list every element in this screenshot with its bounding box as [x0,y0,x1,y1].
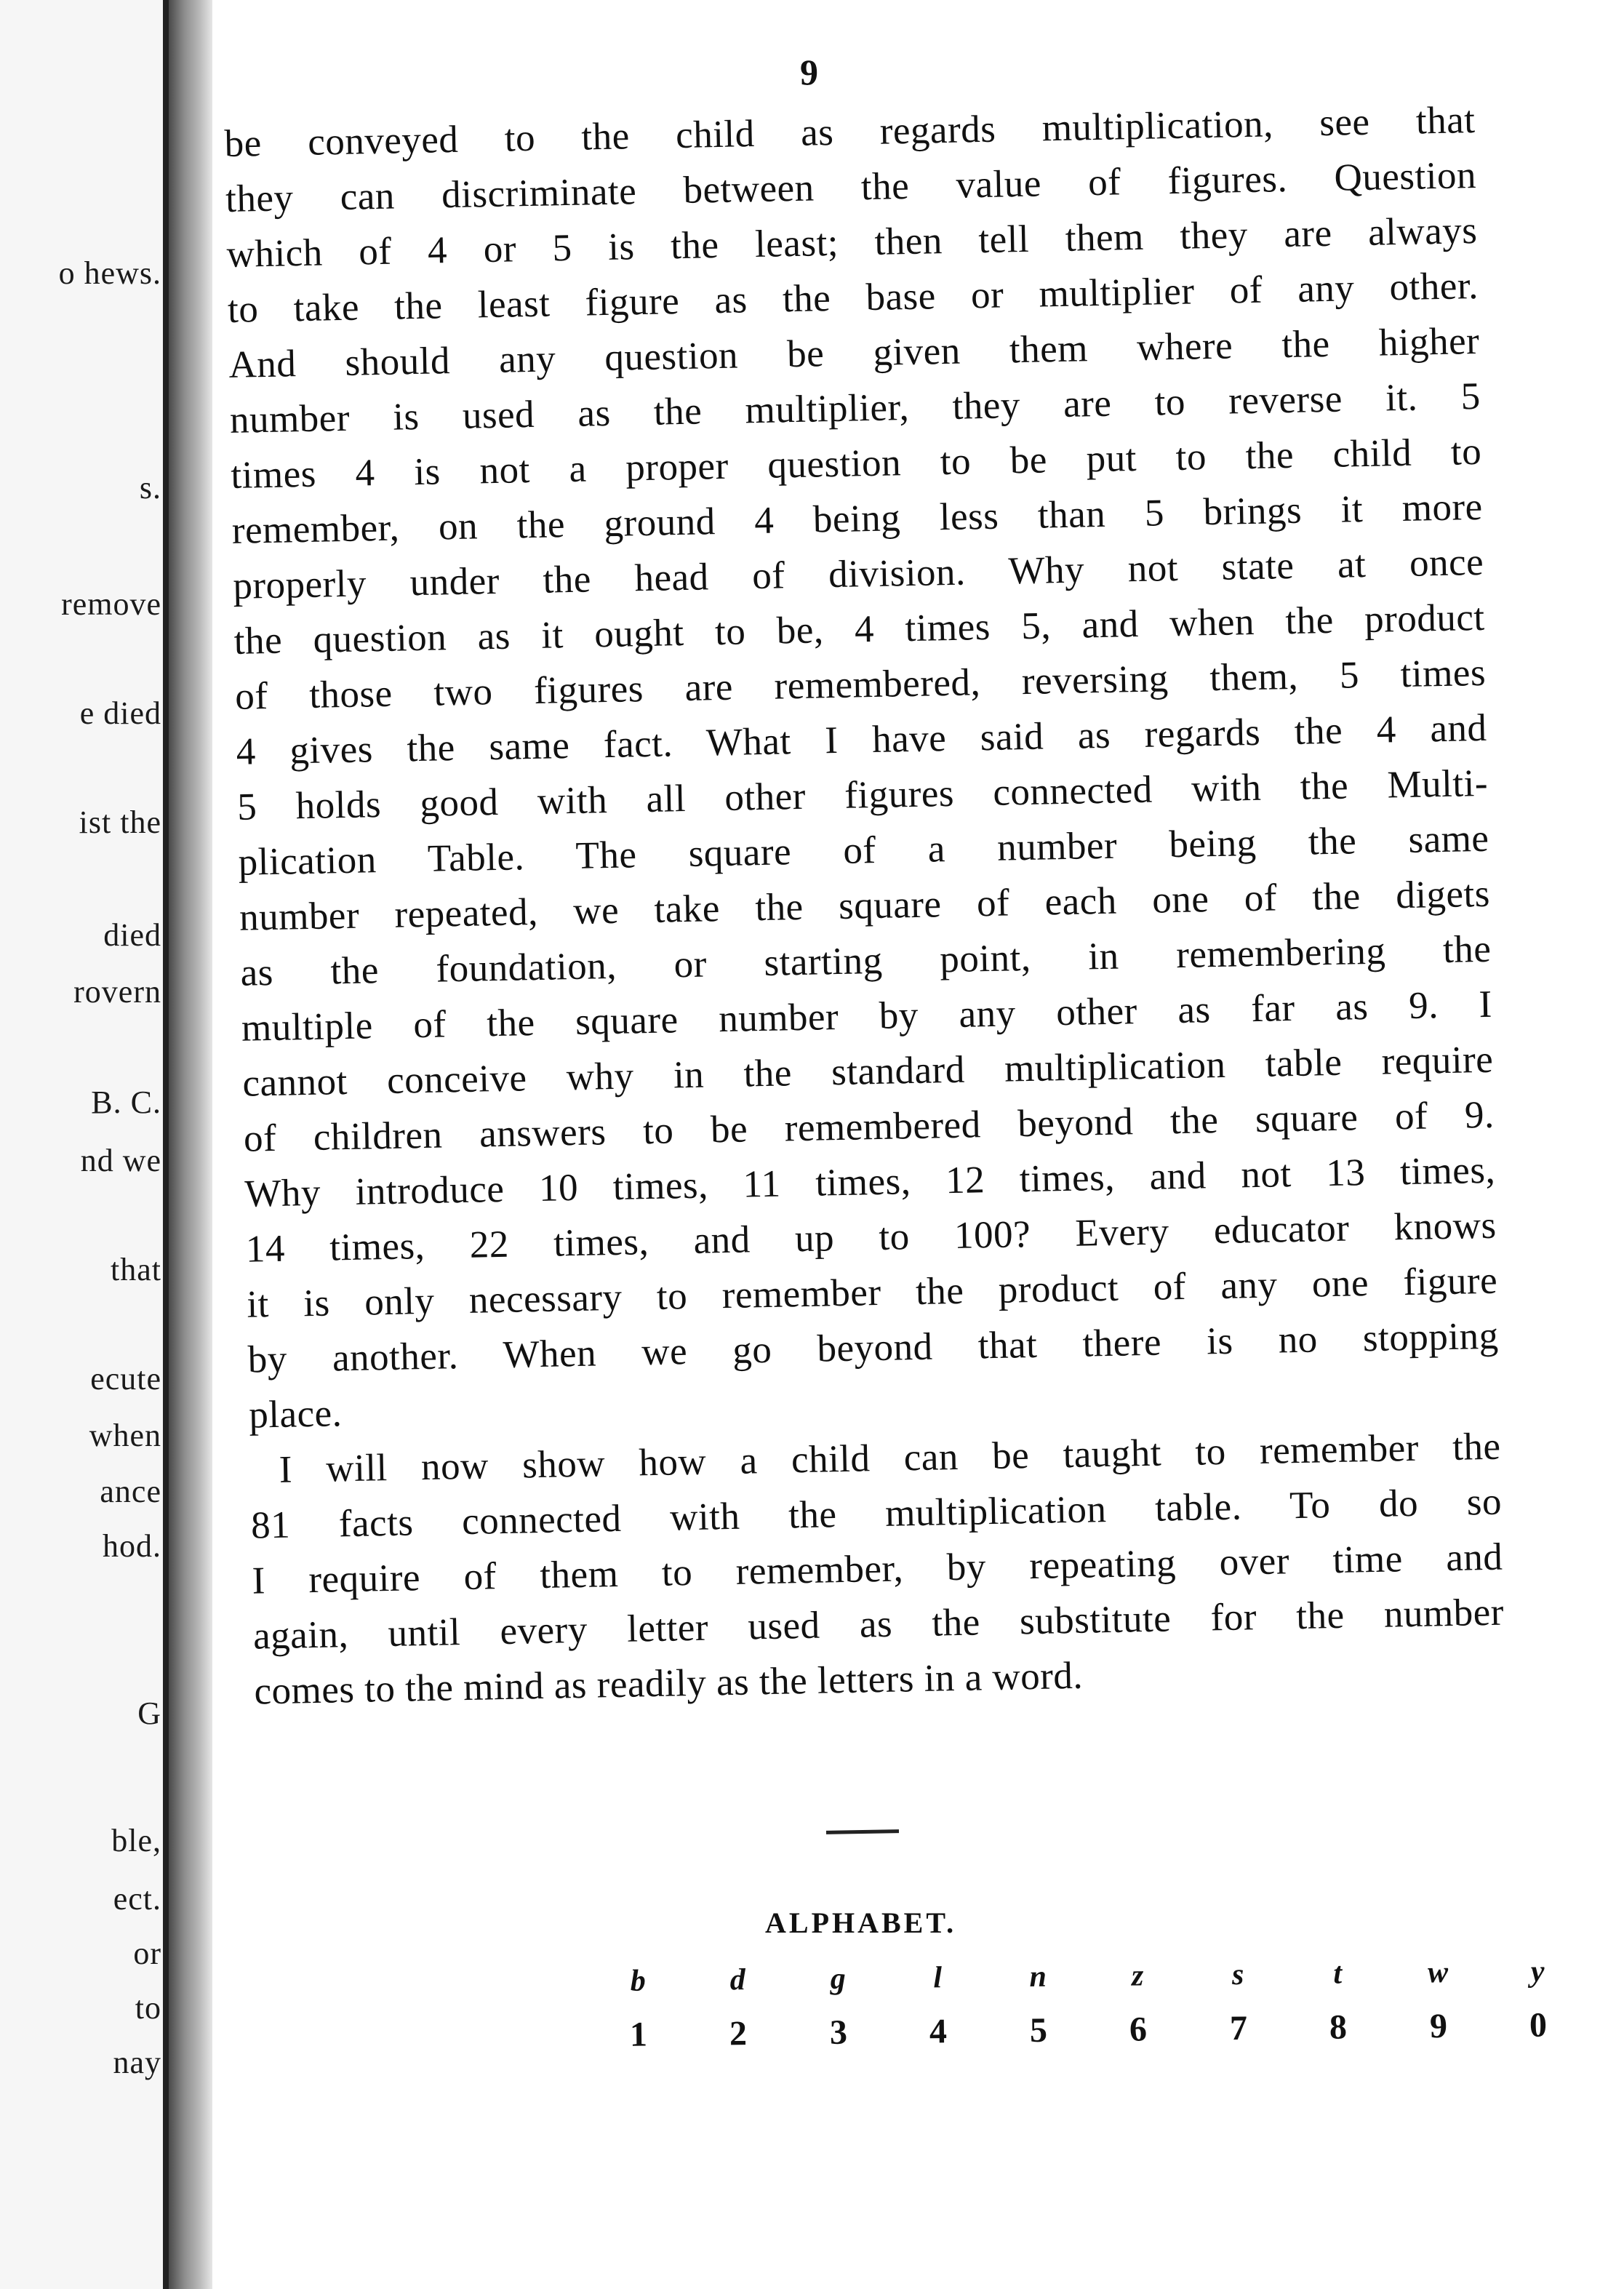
alphabet-pair [1216,1957,1260,2060]
alphabet-letter: z [1131,1959,1144,1993]
alphabet-digit: 5 [1029,2010,1048,2050]
alphabet-letter: s [1231,1957,1244,1992]
alphabet-digit: 7 [1229,2008,1248,2048]
alphabet-pair [616,1963,660,2066]
alphabet-letter: t [1333,1957,1343,1991]
alphabet-pair [1116,1958,1160,2061]
alphabet-letter: n [1029,1960,1047,1994]
text-line: to take the least figure as the base or multiplier of any other. [227,264,1479,331]
text-line: I will now show how a child can be taught to remember the [279,1425,1501,1491]
facing-page-line: when [89,1418,161,1453]
text-line: number repeated, we take the square of each one of the digets [239,872,1491,939]
alphabet-digit: 2 [729,2014,748,2053]
paragraph [249,1419,1505,1719]
text-line: of those two figures are remembered, reversing them, 5 times [234,651,1487,718]
facing-page-line: o hews. [58,255,161,291]
facing-page-line: ance [100,1474,161,1509]
facing-page-fragment [0,0,169,2289]
alphabet-digit: 0 [1529,2005,1548,2045]
book-page [212,0,1624,2289]
alphabet-pair [1016,1960,1060,2062]
alphabet-digit: 6 [1129,2010,1148,2049]
text-line: place. [248,1392,343,1437]
facing-page-line: B. C. [91,1084,161,1120]
alphabet-pair [816,1961,860,2064]
facing-page-line: s. [139,470,161,506]
facing-page-line: ist the [79,804,161,840]
text-line: as the foundation, or starting point, in remembering the [240,927,1492,994]
facing-page-line: nay [113,2045,161,2080]
text-line: And should any question be given them where the higher [228,319,1480,386]
binding-gutter-shadow [169,0,212,2289]
alphabet-heading: ALPHABET. [765,1906,957,1939]
text-line: they can discriminate between the value of figures. Question [225,153,1477,220]
alphabet-digit: 4 [929,2012,948,2051]
text-line: plication Table. The square of a number being the same [238,817,1489,884]
text-line: properly under the head of division. Why not state at once [232,540,1484,607]
alphabet-pair [716,1962,760,2065]
paragraph [224,92,1500,1443]
facing-page-line: e died [79,695,161,731]
page-number: 9 [800,52,818,92]
alphabet-letter: y [1530,1954,1545,1989]
text-line: 81 facts connected with the multiplication table. To do so [250,1480,1503,1547]
facing-page-line: died [103,917,161,953]
alphabet-letter: g [830,1962,846,1996]
text-line: times 4 is not a proper question to be put to the child to [230,430,1482,497]
text-line: Why introduce 10 times, 11 times, 12 times, and not 13 times, [244,1149,1496,1215]
text-line: 4 gives the same fact. What I have said as regards the 4 and [236,706,1488,773]
facing-page-line: ble, [111,1823,161,1858]
facing-page-line: or [133,1936,161,1971]
facing-page-line: rovern [73,974,161,1010]
text-line: cannot conceive why in the standard multiplication table require [241,1038,1494,1105]
alphabet-letter: b [630,1964,646,1998]
text-line: again, until every letter used as the substitute for the number [252,1591,1505,1658]
text-line: I require of them to remember, by repeating over time and [252,1535,1503,1602]
text-line: of children answers to be remembered beyond the square of 9. [243,1093,1495,1160]
facing-page-line: to [135,1990,161,2026]
facing-page-line: hod. [103,1528,161,1564]
section-divider [826,1829,899,1834]
page-body-text [224,92,1505,1719]
facing-page-line: remove [61,586,161,622]
alphabet-digit: 1 [629,2015,648,2054]
alphabet-pair [1516,1954,1560,2056]
facing-page-line: ect. [113,1881,161,1917]
text-line: which of 4 or 5 is the least; then tell them they are always [226,209,1478,276]
alphabet-letter: w [1427,1956,1449,1990]
text-line: 5 holds good with all other figures connected with the Multi- [236,762,1489,828]
text-line: remember, on the ground 4 being less than 5 brings it more [231,485,1484,552]
alphabet-pair [916,1960,960,2063]
alphabet-letter: d [729,1963,745,1997]
text-line: number is used as the multiplier, they are to reverse it. 5 [229,375,1481,442]
alphabet-pair [1416,1955,1460,2058]
alphabet-table [616,1954,1585,2080]
text-line: the question as it ought to be, 4 times 5, and when the product [233,596,1486,663]
alphabet-digit: 9 [1429,2007,1448,2046]
alphabet-pair [1316,1956,1360,2058]
text-line: it is only necessary to remember the product of any one figure [246,1259,1498,1326]
facing-page-line: ecute [90,1361,161,1397]
alphabet-letter: l [933,1961,943,1995]
text-line: 14 times, 22 times, and up to 100? Every educator knows [245,1204,1497,1271]
text-line: be conveyed to the child as regards multiplication, see that [224,98,1476,165]
alphabet-digit: 8 [1329,2008,1348,2047]
text-line: multiple of the square number by any other as far as 9. I [241,983,1493,1050]
alphabet-digit: 3 [829,2013,848,2052]
facing-page-line: nd we [80,1143,161,1178]
text-line: comes to the mind as readily as the letters in a word. [254,1654,1084,1713]
text-line: by another. When we go beyond that there is no stopping [247,1314,1500,1381]
facing-page-line: that [111,1252,161,1287]
facing-page-line: G [137,1695,161,1731]
